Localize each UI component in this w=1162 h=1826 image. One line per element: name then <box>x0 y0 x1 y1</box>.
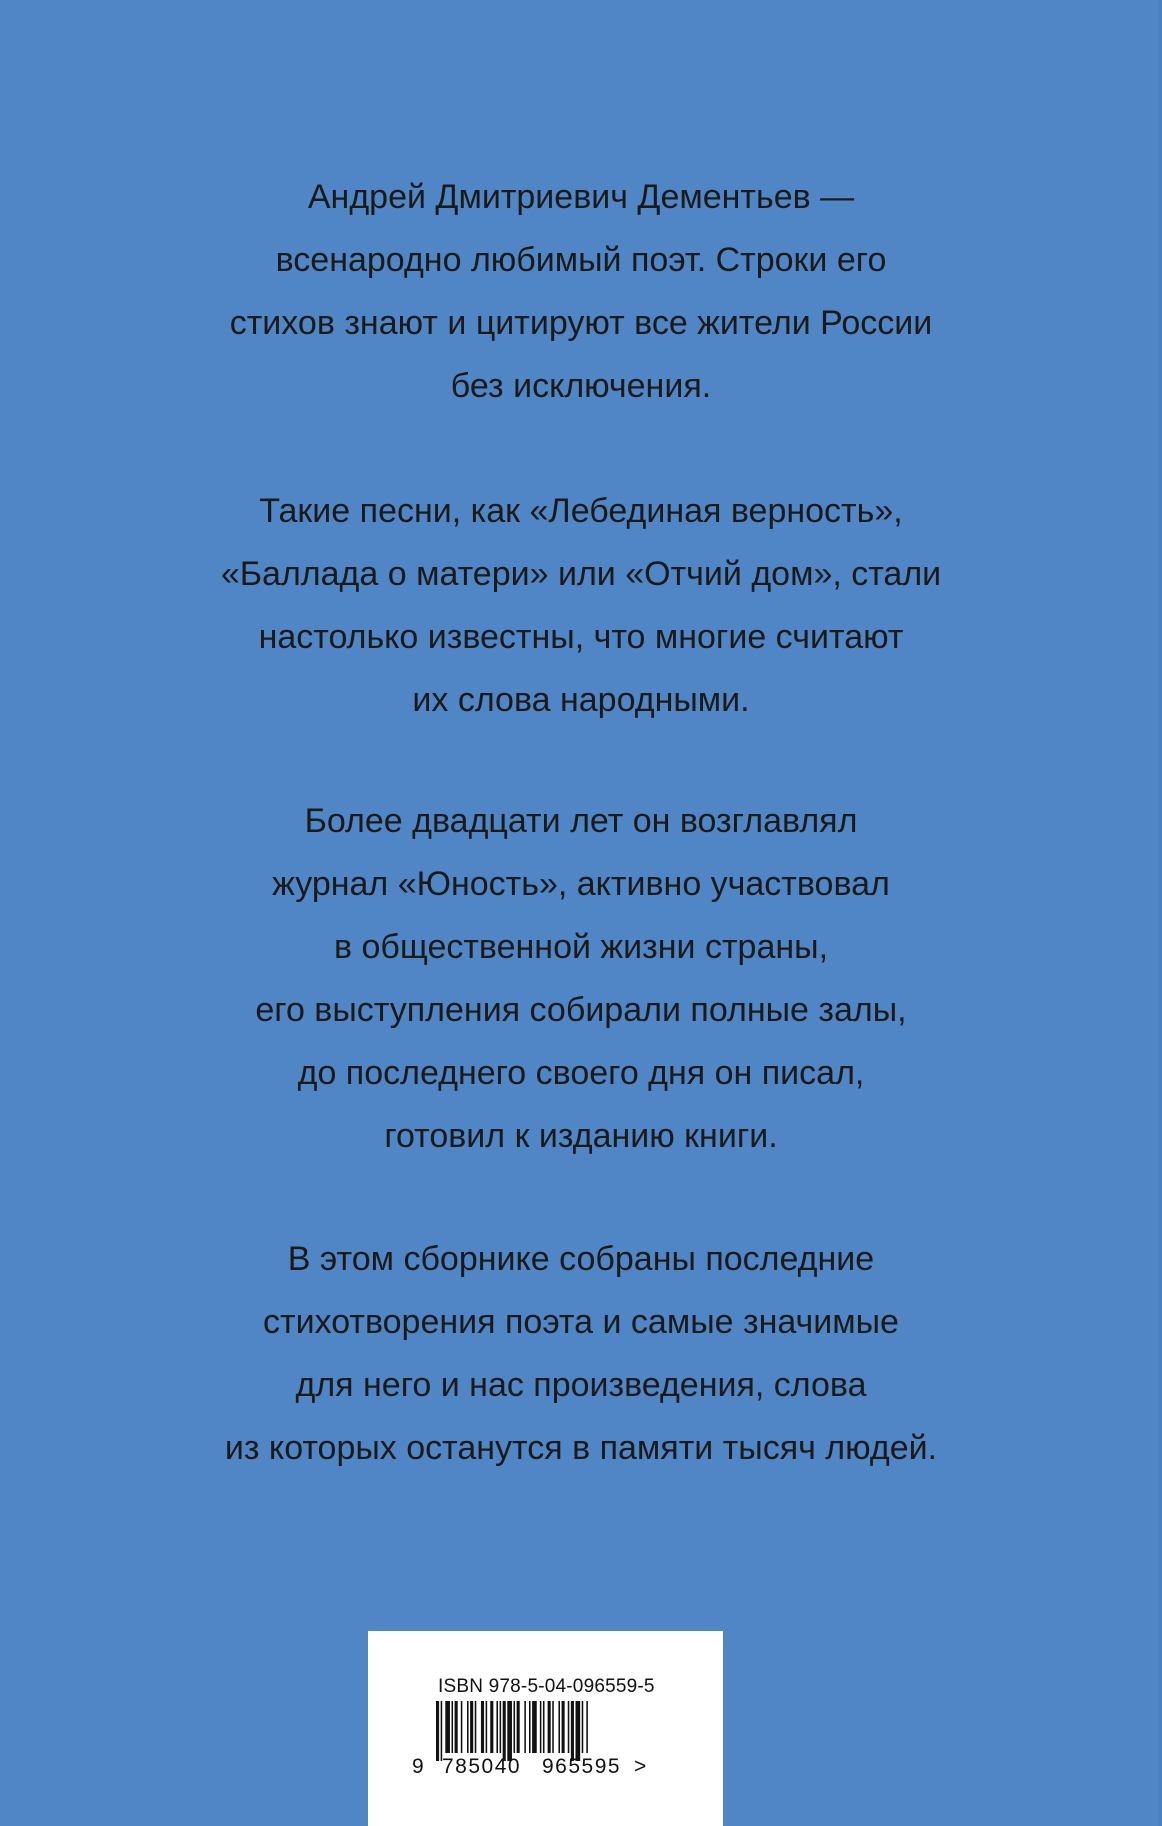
paragraph-line: «Баллада о матери» или «Отчий дом», стали <box>220 555 942 593</box>
barcode-bar <box>481 1701 484 1753</box>
barcode-bar <box>475 1701 477 1753</box>
paragraph-line: Такие песни, как «Лебединая верность», <box>259 492 903 530</box>
barcode-icon <box>436 1701 666 1761</box>
barcode-left-group: 785040 <box>442 1755 522 1778</box>
paragraph-line: готовил к изданию книги. <box>384 1117 778 1155</box>
barcode-bar <box>461 1701 463 1753</box>
paragraph-line: без исключения. <box>450 367 712 405</box>
barcode-bar <box>552 1701 554 1753</box>
barcode-bar <box>467 1701 469 1753</box>
barcode-bar <box>436 1701 439 1761</box>
paragraph-line: их слова народными. <box>412 681 750 719</box>
annotation-paragraph-4 <box>60 1228 1102 1480</box>
paragraph-line: Андрей Дмитриевич Дементьев — <box>307 178 855 216</box>
barcode-bar <box>568 1701 570 1753</box>
barcode-bar <box>496 1701 498 1753</box>
annotation-paragraph-3 <box>60 790 1102 1168</box>
barcode-bar <box>503 1701 506 1761</box>
paragraph-line: В этом сборнике собраны последние <box>287 1240 875 1278</box>
barcode-bar <box>517 1701 520 1753</box>
paragraph-line: до последнего своего дня он писал, <box>297 1054 865 1092</box>
barcode-bar <box>445 1701 450 1753</box>
barcode-bar <box>548 1701 551 1753</box>
barcode-bar <box>571 1701 574 1761</box>
paragraph-line: из которых останутся в памяти тысяч людей. <box>224 1429 938 1467</box>
barcode-bar <box>562 1701 565 1753</box>
barcode-bar <box>514 1701 516 1753</box>
barcode-right-group: 965595 <box>542 1755 622 1778</box>
barcode-bar <box>529 1701 531 1753</box>
barcode-end-mark: > <box>634 1755 647 1778</box>
barcode-bar <box>452 1701 454 1753</box>
barcode-bar <box>507 1701 512 1761</box>
paragraph-line: всенародно любимый поэт. Строки его <box>275 241 887 279</box>
barcode-bar <box>543 1701 545 1753</box>
barcode-bar <box>532 1701 537 1753</box>
paragraph-line: журнал «Юность», активно участвовал <box>272 865 890 903</box>
paragraph-line: Более двадцати лет он возглавлял <box>304 802 858 840</box>
barcode-bar <box>540 1701 542 1753</box>
paragraph-line: стихотворения поэта и самые значимые <box>263 1303 899 1341</box>
barcode-bar <box>486 1701 488 1753</box>
paragraph-line: для него и нас произведения, слова <box>295 1366 867 1404</box>
barcode-bar <box>558 1701 560 1753</box>
isbn-label: ISBN 978-5-04-096559-5 <box>438 1676 655 1697</box>
annotation-paragraph-2 <box>60 480 1102 732</box>
isbn-barcode-box <box>368 1631 723 1826</box>
barcode-first-digit: 9 <box>412 1755 424 1778</box>
annotation-paragraph-1 <box>60 166 1102 418</box>
barcode-bar <box>441 1701 443 1761</box>
paragraph-line: его выступления собирали полные залы, <box>255 991 907 1029</box>
paragraph-line: настолько известны, что многие считают <box>258 618 904 656</box>
barcode-bar <box>455 1701 458 1753</box>
barcode-bar <box>490 1701 493 1753</box>
barcode-bar <box>582 1701 584 1753</box>
cover-edge <box>1158 0 1162 1826</box>
paragraph-line: стихов знают и цитируют все жители России <box>229 304 933 342</box>
barcode-bar <box>576 1701 581 1761</box>
barcode-bar <box>524 1701 526 1753</box>
barcode-bar <box>500 1701 502 1753</box>
barcode-bar <box>586 1701 588 1753</box>
paragraph-line: в общественной жизни страны, <box>333 928 829 966</box>
barcode-bar <box>470 1701 473 1753</box>
